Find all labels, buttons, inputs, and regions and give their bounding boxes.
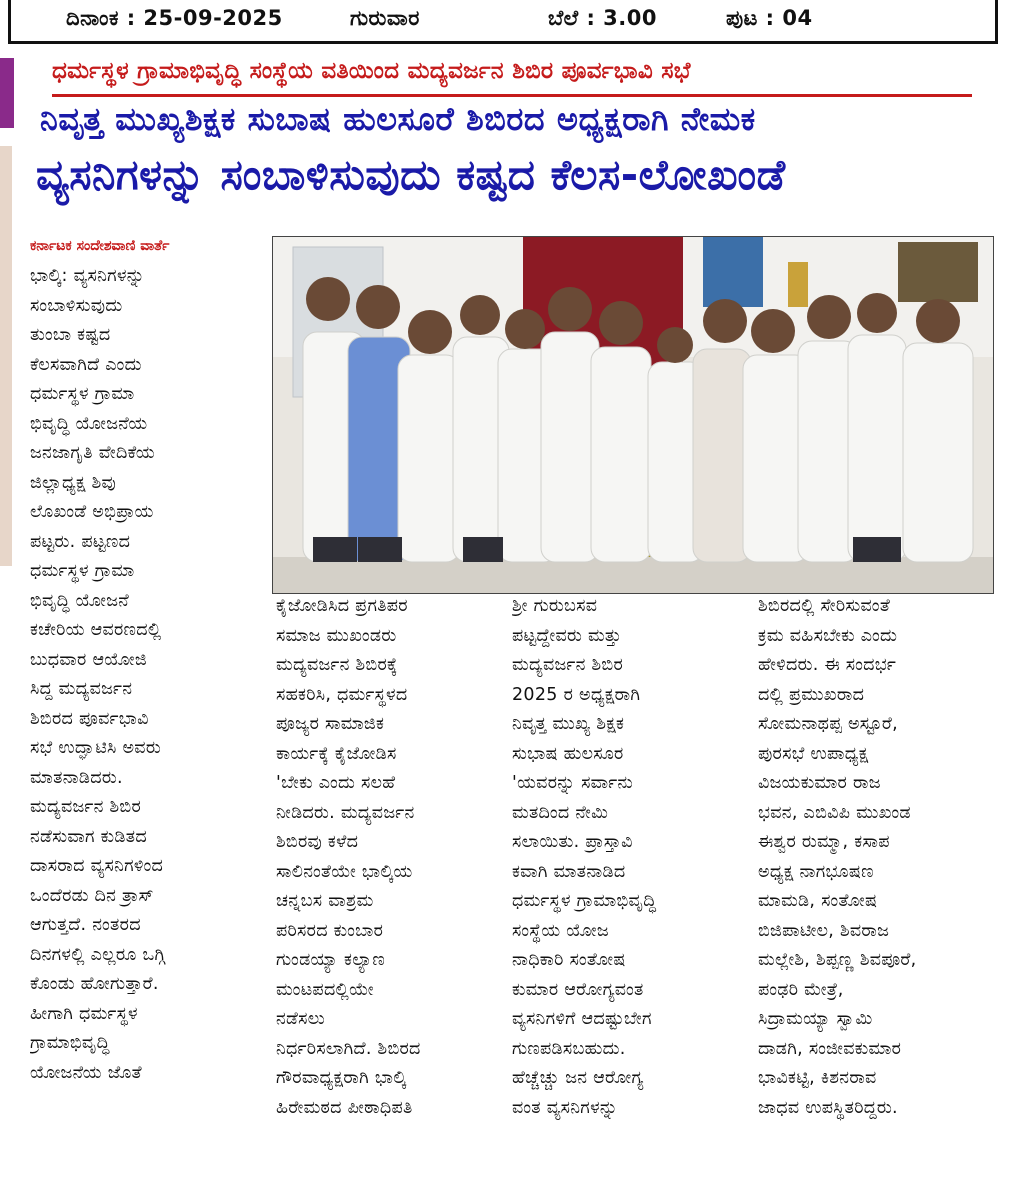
col1-line: ಹೀಗಾಗಿ ಧರ್ಮಸ್ಥಳ <box>30 1003 138 1024</box>
col1-line: ದಿನಗಳಲ್ಲಿ ಎಲ್ಲರೂ ಒಗ್ಗಿ <box>30 944 166 965</box>
col3-line: ವ್ಯಸನಿಗಳಿಗೆ ಆದಷ್ಟುಬೇಗ <box>512 1009 652 1029</box>
col1-line: ಮಾತನಾಡಿದರು. <box>30 767 123 788</box>
article-column-3 <box>512 592 742 1123</box>
col4-line: ಮಲ್ಲೇಶಿ, ಶಿಪ್ಪಣ್ಣ ಶಿವಪೂರೆ, <box>758 950 917 970</box>
col1-line: ಜಿಲ್ಲಾಧ್ಯಕ್ಷ ಶಿವು <box>30 472 117 493</box>
col4-line: ಮಾಮಡಿ, ಸಂತೋಷ <box>758 891 878 911</box>
headline-main: ವ್ಯಸನಿಗಳನ್ನು ಸಂಬಾಳಿಸುವುದು ಕಷ್ಟದ ಕೆಲಸ-ಲೋಖಂಡೆ <box>36 150 786 199</box>
cropped-left-column <box>0 46 20 1200</box>
col1-line: ಸಂಬಾಳಿಸುವುದು <box>30 295 123 316</box>
col1-line: ಕಚೇರಿಯ ಆವರಣದಲ್ಲಿ <box>30 620 162 640</box>
col2-line: ಸಮಾಜ ಮುಖಂಡರು <box>276 625 397 646</box>
col4-line: ಪಂಢರಿ ಮೇತ್ರೆ, <box>758 979 844 1000</box>
col1-line: ಮದ್ಯವರ್ಜನ ಶಿಬಿರ <box>30 797 142 817</box>
col4-line: ಸೋಮನಾಥಪ್ಪ ಅಸ್ಟೂರೆ, <box>758 714 898 734</box>
col2-line: ಕಾರ್ಯಕ್ಕೆ ಕೈಜೋಡಿಸ <box>276 743 397 764</box>
col2-line: ಕೈಜೋಡಿಸಿದ ಪ್ರಗತಿಪರ <box>276 596 408 616</box>
col1-line: ತುಂಬಾ ಕಷ್ಟದ <box>30 325 111 345</box>
col1-line: ನಡೆಸುವಾಗ ಕುಡಿತದ <box>30 826 147 847</box>
col2-line: ಪರಿಸರದ ಕುಂಬಾರ <box>276 920 384 941</box>
col1-line: ಲೊಖಂಡೆ ಅಭಿಪ್ರಾಯ <box>30 502 154 522</box>
col4-line: ದಲ್ಲಿ ಪ್ರಮುಖರಾದ <box>758 684 865 705</box>
col4-line: ಈಶ್ವರ ರುಮ್ಮಾ, ಕಸಾಪ <box>758 832 890 852</box>
col3-line: ವಂತ ವ್ಯಸನಿಗಳನ್ನು <box>512 1097 618 1118</box>
col3-line: ಸುಭಾಷ ಹುಲಸೂರ <box>512 743 624 764</box>
col2-line: ಮಂಟಪದಲ್ಲಿಯೇ <box>276 979 374 1000</box>
col1-line: ಯೋಜನೆಯ ಜೊತೆ <box>30 1062 142 1083</box>
col3-line: ಸಂಸ್ಥೆಯ ಯೋಜ <box>512 920 609 941</box>
col2-line: ನಿರ್ಧರಿಸಲಾಗಿದೆ. ಶಿಬಿರದ <box>276 1038 421 1059</box>
col2-line: ಪೂಜ್ಯರ ಸಾಮಾಜಿಕ <box>276 714 385 734</box>
col2-line: ಗೌರವಾಧ್ಯಕ್ಷರಾಗಿ ಭಾಲ್ಕಿ <box>276 1068 407 1088</box>
col4-line: ಜಾಧವ ಉಪಸ್ಥಿತರಿದ್ದರು. <box>758 1097 898 1118</box>
photo-illustration <box>273 237 994 594</box>
col3-line: ಧರ್ಮಸ್ಥಳ ಗ್ರಾಮಾಭಿವೃದ್ಧಿ <box>512 891 657 911</box>
col4-line: ಅಧ್ಯಕ್ಷ ನಾಗಭೂಷಣ <box>758 861 874 882</box>
col3-line: 'ಯವರನ್ನು ಸರ್ವಾನು <box>512 773 634 793</box>
issue-price: ಬೆಲೆ : 3.00 <box>548 6 657 30</box>
col1-line: ಕೆಲಸವಾಗಿದೆ ಎಂದು <box>30 354 142 375</box>
headline-primary: ನಿವೃತ್ತ ಮುಖ್ಯಶಿಕ್ಷಕ ಸುಬಾಷ ಹುಲಸೂರೆ ಶಿಬಿರದ ಅಧ್ಯಕ್ಷರಾಗಿ ನೇಮಕ <box>40 100 756 138</box>
col4-line: ಭವನ, ಎಬಿವಿಪಿ ಮುಖಂಡ <box>758 802 911 823</box>
col1-line: ಸಭೆ ಉದ್ಘಾಟಿಸಿ ಅವರು <box>30 738 161 758</box>
col2-line: ನೀಡಿದರು. ಮದ್ಯವರ್ಜನ <box>276 802 415 823</box>
col3-line: ಕವಾಗಿ ಮಾತನಾಡಿದ <box>512 861 626 882</box>
col3-line: 2025 ರ ಅಧ್ಯಕ್ಷರಾಗಿ <box>512 684 641 705</box>
col2-line: ಮದ್ಯವರ್ಜನ ಶಿಬಿರಕ್ಕೆ <box>276 655 398 675</box>
col3-line: ಶ್ರೀ ಗುರುಬಸವ <box>512 596 598 616</box>
col2-line: ಸಹಕರಿಸಿ, ಧರ್ಮಸ್ಥಳದ <box>276 684 408 705</box>
col3-line: ಸಲಾಯಿತು. ಪ್ರಾಸ್ತಾವಿ <box>512 832 633 852</box>
col4-line: ಪುರಸಭೆ ಉಪಾಧ್ಯಕ್ಷ <box>758 743 869 764</box>
col4-line: ವಿಜಯಕುಮಾರ ರಾಜ <box>758 773 881 793</box>
page-number: ಪುಟ : 04 <box>726 6 813 30</box>
col4-line: ಭಾವಿಕಟ್ಟಿ, ಕಿಶನರಾವ <box>758 1068 877 1088</box>
col1-line: ಧರ್ಮಸ್ಥಳ ಗ್ರಾಮಾ <box>30 561 135 581</box>
col4-line: ಬಿಜಿಪಾಟೀಲ, ಶಿವರಾಜ <box>758 920 890 941</box>
article-photo <box>272 236 994 594</box>
article-column-4 <box>758 592 994 1123</box>
col2-line: ಚನ್ನಬಸ ವಾಶ್ರಮ <box>276 891 374 911</box>
issue-day: ಗುರುವಾರ <box>350 6 420 30</box>
col2-line: 'ಬೇಕು ಎಂದು ಸಲಹೆ <box>276 773 396 793</box>
col3-line: ನಿವೃತ್ತ ಮುಖ್ಯ ಶಿಕ್ಷಕ <box>512 714 625 734</box>
left-strip-photo-edge <box>0 146 12 566</box>
kicker-text: ಧರ್ಮಸ್ಥಳ ಗ್ರಾಮಾಭಿವೃದ್ಧಿ ಸಂಸ್ಥೆಯ ವತಿಯಿಂದ ಮದ್ಯವರ್ಜನ ಶಿಬಿರ ಪೂರ್ವಭಾವಿ ಸಭೆ <box>52 58 691 84</box>
col3-line: ಗುಣಪಡಿಸಬಹುದು. <box>512 1038 626 1059</box>
issue-date: ದಿನಾಂಕ : 25-09-2025 <box>66 6 283 30</box>
col1-line: ಶಿಬಿರದ ಪೂರ್ವಭಾವಿ <box>30 708 149 729</box>
col2-line: ಗುಂಡಯ್ಯಾ ಕಲ್ಯಾಣ <box>276 950 386 970</box>
col4-line: ಸಿದ್ರಾಮಯ್ಯಾ ಸ್ವಾಮಿ <box>758 1009 873 1029</box>
col1-line: ಜನಜಾಗೃತಿ ವೇದಿಕೆಯ <box>30 443 155 463</box>
col1-line: ದಾಸರಾದ ವ್ಯಸನಿಗಳಿಂದ <box>30 856 164 876</box>
col1-line: ಸಿದ್ದ ಮದ್ಯವರ್ಜನ <box>30 679 133 699</box>
col1-line: ಭಿವೃದ್ಧಿ ಯೋಜನೆ <box>30 590 129 611</box>
col4-line: ಹೇಳಿದರು. ಈ ಸಂದರ್ಭ <box>758 655 897 675</box>
col1-line: ಭಿವೃದ್ಧಿ ಯೋಜನೆಯ <box>30 413 148 434</box>
article-column-1 <box>30 262 252 1088</box>
col3-line: ಮತದಿಂದ ನೇಮಿ <box>512 802 609 823</box>
col2-line: ನಡೆಸಲು <box>276 1009 325 1029</box>
col1-line: ಆಗುತ್ತದೆ. ನಂತರದ <box>30 915 141 935</box>
byline: ಕರ್ನಾಟಕ ಸಂದೇಶವಾಣಿ ವಾರ್ತೆ <box>30 238 170 254</box>
article-kicker <box>52 58 972 97</box>
col1-line: ಕೊಂಡು ಹೋಗುತ್ತಾರೆ. <box>30 974 159 994</box>
left-strip-ornament <box>0 58 14 128</box>
col2-line: ಶಿಬಿರವು ಕಳೆದ <box>276 832 359 852</box>
col4-line: ಕ್ರಮ ವಹಿಸಬೇಕು ಎಂದು <box>758 625 898 646</box>
article-column-2 <box>276 592 492 1123</box>
col4-line: ದಾಡಗಿ, ಸಂಜೀವಕುಮಾರ <box>758 1038 902 1059</box>
wall-frame <box>898 242 978 302</box>
col1-line: ಧರ್ಮಸ್ಥಳ ಗ್ರಾಮಾ <box>30 384 135 404</box>
col2-line: ಸಾಲಿನಂತೆಯೇ ಭಾಲ್ಕಿಯ <box>276 861 413 882</box>
wall-poster <box>703 237 763 307</box>
col1-line: ಒಂದೆರಡು ದಿನ ತ್ರಾಸ್ <box>30 885 154 906</box>
col2-line: ಹಿರೇಮಠದ ಪೀಠಾಧಿಪತಿ <box>276 1097 413 1118</box>
col1-line: ಪಟ್ಟರು. ಪಟ್ಟಣದ <box>30 531 131 552</box>
col1-line: ಬುಧವಾರ ಆಯೋಜಿ <box>30 649 147 670</box>
col3-line: ಪಟ್ಟದ್ದೇವರು ಮತ್ತು <box>512 625 622 646</box>
col3-line: ಮದ್ಯವರ್ಜನ ಶಿಬಿರ <box>512 655 624 675</box>
col1-line: ಭಾಲ್ಕಿ: ವ್ಯಸನಿಗಳನ್ನು <box>30 266 145 286</box>
col4-line: ಶಿಬಿರದಲ್ಲಿ ಸೇರಿಸುವಂತೆ <box>758 596 891 616</box>
col3-line: ಹೆಚ್ಚೆಚ್ಚು ಜನ ಆರೋಗ್ಯ <box>512 1068 644 1088</box>
col3-line: ಕುಮಾರ ಆರೋಗ್ಯವಂತ <box>512 979 644 1000</box>
col3-line: ನಾಧಿಕಾರಿ ಸಂತೋಷ <box>512 950 626 970</box>
col1-line: ಗ್ರಾಮಾಭಿವೃದ್ಧಿ <box>30 1033 110 1053</box>
